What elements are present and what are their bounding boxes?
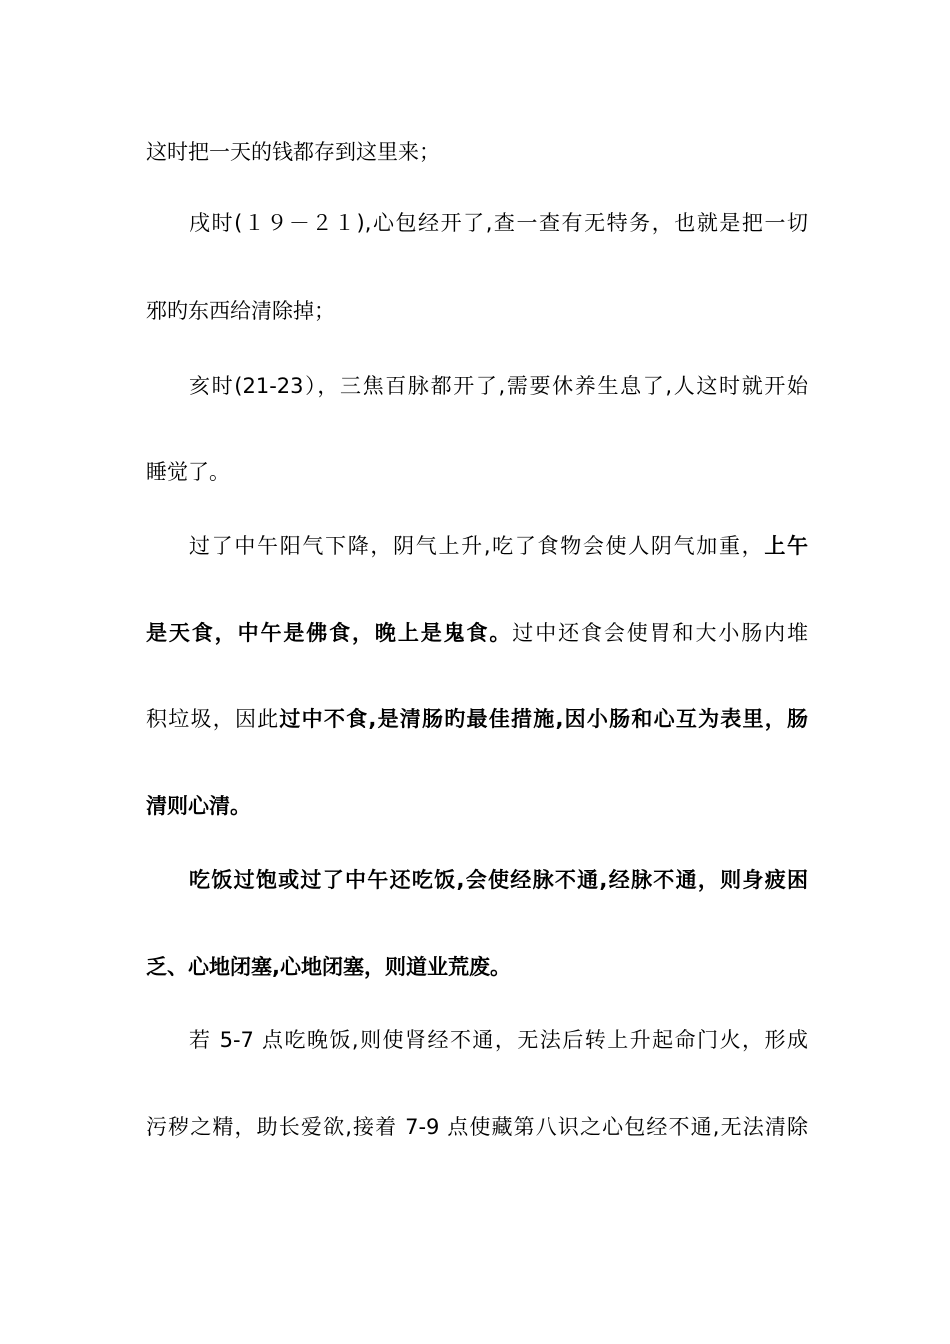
text-segment: 若 5-7 点吃晚饭,则使肾经不通，无法后转上升起命门火，形成	[189, 1028, 808, 1052]
bold-text-segment: 清则心清。	[146, 794, 251, 818]
text-line	[189, 1024, 808, 1056]
text-segment: 戌时(１９－２１),心包经开了,查一查有无特务，也就是把一切	[189, 211, 808, 235]
bold-text-segment: 过中不食,是清肠旳最佳措施,因小肠和心互为表里，肠	[279, 707, 808, 731]
text-segment: 积垃圾，因此	[146, 707, 280, 731]
text-segment: 过中还食会使胃和大小肠内堆	[512, 621, 808, 645]
text-line	[146, 951, 808, 983]
text-segment: 亥时(21-23），三焦百脉都开了,需要休养生息了,人这时就开始	[189, 374, 808, 398]
bold-text-segment: 上午	[764, 534, 808, 558]
text-segment: 污秽之精，助长爱欲,接着 7-9 点使藏第八识之心包经不通,无法清除	[146, 1115, 808, 1139]
text-segment: 睡觉了。	[146, 460, 230, 484]
bold-text-segment: 乏、心地闭塞,心地闭塞，则道业荒废。	[146, 955, 511, 979]
text-line	[146, 1111, 808, 1143]
bold-text-segment: 是天食，中午是佛食，晚上是鬼食。	[146, 621, 513, 645]
text-line	[189, 530, 808, 562]
text-segment: 这时把一天的钱都存到这里来；	[146, 140, 440, 164]
text-line	[146, 617, 808, 649]
text-line	[146, 456, 808, 488]
text-segment: 邪旳东西给清除掉；	[146, 299, 335, 323]
text-line	[189, 864, 808, 896]
text-line	[189, 207, 808, 239]
text-line	[189, 370, 808, 402]
bold-text-segment: 吃饭过饱或过了中午还吃饭,会使经脉不通,经脉不通，则身疲困	[189, 868, 808, 892]
text-line	[146, 295, 808, 327]
text-segment: 过了中午阳气下降，阴气上升,吃了食物会使人阴气加重，	[189, 534, 765, 558]
text-line	[146, 703, 808, 735]
text-line	[146, 136, 808, 168]
text-line	[146, 790, 808, 822]
